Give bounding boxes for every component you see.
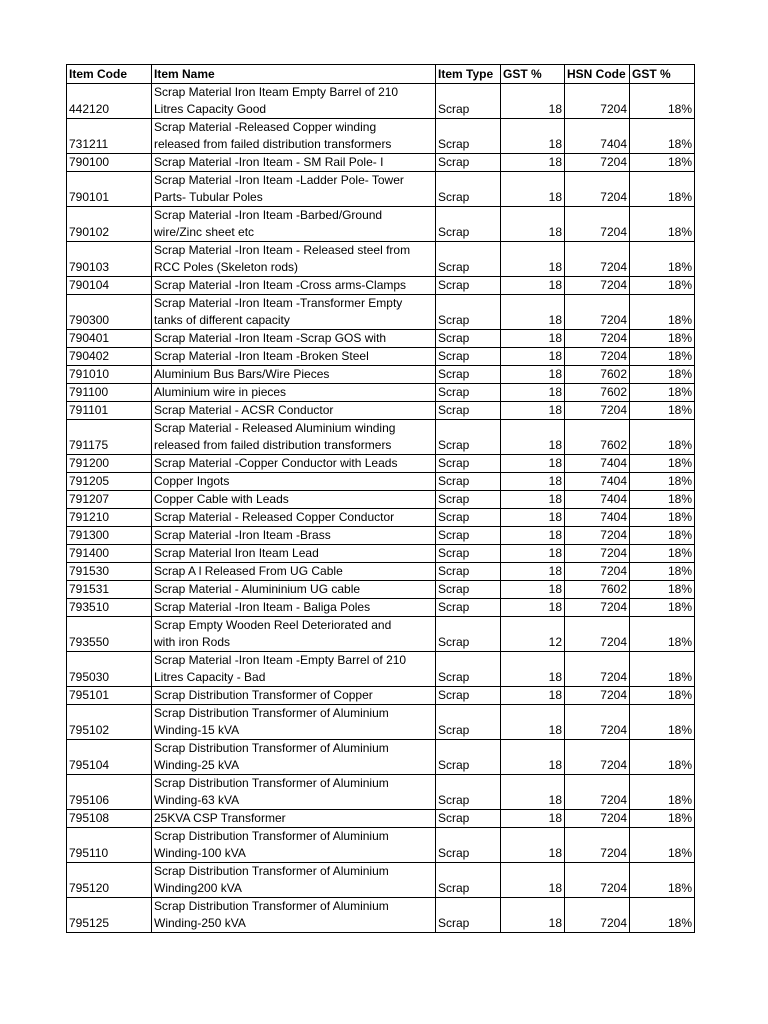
gst-percent-cell: 18%	[630, 330, 695, 348]
item-type-cell: Scrap	[436, 527, 501, 545]
item-name-line: Aluminium wire in pieces	[154, 385, 287, 399]
gst-percent-cell: 18%	[630, 617, 695, 652]
item-type-cell: Scrap	[436, 775, 501, 810]
item-name-cell	[152, 384, 436, 402]
item-type-cell: Scrap	[436, 277, 501, 295]
hsn-code-cell: 7204	[565, 563, 630, 581]
item-type-cell: Scrap	[436, 863, 501, 898]
item-name-cell	[152, 473, 436, 491]
gst-rate-cell: 18	[501, 119, 565, 154]
table-row	[67, 545, 695, 563]
hsn-code-cell: 7404	[565, 509, 630, 527]
gst-percent-cell: 18%	[630, 242, 695, 277]
gst-percent-cell: 18%	[630, 473, 695, 491]
gst-percent-cell: 18%	[630, 687, 695, 705]
gst-percent-cell: 18%	[630, 828, 695, 863]
item-name-cell	[152, 348, 436, 366]
item-name-line: Scrap Material -Iron Iteam - Released steel from	[154, 243, 411, 257]
item-type-cell: Scrap	[436, 172, 501, 207]
table-row	[67, 420, 695, 455]
gst-percent-cell: 18%	[630, 84, 695, 119]
table-row	[67, 455, 695, 473]
gst-percent-cell: 18%	[630, 348, 695, 366]
item-name-line: Winding-25 kVA	[154, 758, 240, 772]
gst-rate-cell: 18	[501, 491, 565, 509]
item-code-cell: 790300	[67, 295, 152, 330]
hsn-code-cell: 7204	[565, 172, 630, 207]
item-name-line: Scrap Material Iron Iteam Empty Barrel of 210	[154, 85, 399, 99]
gst-percent-cell: 18%	[630, 563, 695, 581]
item-type-cell: Scrap	[436, 119, 501, 154]
item-type-cell: Scrap	[436, 599, 501, 617]
table-row	[67, 384, 695, 402]
gst-rate-cell: 12	[501, 617, 565, 652]
item-name-line: Litres Capacity - Bad	[154, 670, 266, 684]
item-type-cell: Scrap	[436, 295, 501, 330]
table-row	[67, 366, 695, 384]
table-row	[67, 509, 695, 527]
header-gst-percent: GST %	[501, 65, 565, 84]
hsn-code-cell: 7404	[565, 491, 630, 509]
item-name-cell	[152, 154, 436, 172]
item-name-line: Scrap Distribution Transformer of Aluminium	[154, 706, 389, 720]
gst-percent-cell: 18%	[630, 119, 695, 154]
item-type-cell: Scrap	[436, 384, 501, 402]
hsn-code-cell: 7404	[565, 473, 630, 491]
item-code-cell: 790102	[67, 207, 152, 242]
hsn-code-cell: 7204	[565, 898, 630, 933]
item-code-cell: 793550	[67, 617, 152, 652]
item-name-line: Scrap Material -Iron Iteam - SM Rail Pole- I	[154, 155, 384, 169]
item-name-cell	[152, 420, 436, 455]
item-name-cell	[152, 740, 436, 775]
table-row	[67, 652, 695, 687]
item-name-line: Winding200 kVA	[154, 881, 242, 895]
item-type-cell: Scrap	[436, 687, 501, 705]
gst-rate-cell: 18	[501, 84, 565, 119]
item-name-line: Scrap Distribution Transformer of Aluminium	[154, 829, 389, 843]
item-code-cell: 795102	[67, 705, 152, 740]
gst-rate-cell: 18	[501, 652, 565, 687]
item-type-cell: Scrap	[436, 491, 501, 509]
hsn-code-cell: 7204	[565, 863, 630, 898]
item-type-cell: Scrap	[436, 348, 501, 366]
gst-rate-cell: 18	[501, 455, 565, 473]
gst-rate-cell: 18	[501, 366, 565, 384]
item-name-cell	[152, 330, 436, 348]
gst-percent-cell: 18%	[630, 277, 695, 295]
hsn-code-cell: 7204	[565, 652, 630, 687]
item-code-cell: 790101	[67, 172, 152, 207]
gst-percent-cell: 18%	[630, 295, 695, 330]
hsn-code-cell: 7204	[565, 348, 630, 366]
scrap-items-table	[66, 64, 695, 933]
hsn-code-cell: 7602	[565, 384, 630, 402]
item-type-cell: Scrap	[436, 330, 501, 348]
gst-percent-cell: 18%	[630, 420, 695, 455]
gst-percent-cell: 18%	[630, 581, 695, 599]
item-code-cell: 791300	[67, 527, 152, 545]
item-name-cell	[152, 402, 436, 420]
item-code-cell: 793510	[67, 599, 152, 617]
gst-percent-cell: 18%	[630, 384, 695, 402]
item-name-cell	[152, 617, 436, 652]
table-row	[67, 84, 695, 119]
item-type-cell: Scrap	[436, 563, 501, 581]
item-name-line: Scrap Distribution Transformer of Aluminium	[154, 776, 389, 790]
item-code-cell: 791175	[67, 420, 152, 455]
item-type-cell: Scrap	[436, 473, 501, 491]
item-type-cell: Scrap	[436, 617, 501, 652]
table-row	[67, 527, 695, 545]
hsn-code-cell: 7204	[565, 775, 630, 810]
gst-percent-cell: 18%	[630, 207, 695, 242]
table-row	[67, 207, 695, 242]
item-name-line: Scrap Empty Wooden Reel Deteriorated and	[154, 618, 392, 632]
gst-rate-cell: 18	[501, 740, 565, 775]
gst-percent-cell: 18%	[630, 775, 695, 810]
item-name-line: Copper Ingots	[154, 474, 230, 488]
item-code-cell: 790401	[67, 330, 152, 348]
hsn-code-cell: 7204	[565, 402, 630, 420]
gst-percent-cell: 18%	[630, 545, 695, 563]
item-type-cell: Scrap	[436, 154, 501, 172]
item-type-cell: Scrap	[436, 652, 501, 687]
gst-rate-cell: 18	[501, 348, 565, 366]
item-name-line: Copper Cable with Leads	[154, 492, 289, 506]
hsn-code-cell: 7204	[565, 330, 630, 348]
item-type-cell: Scrap	[436, 402, 501, 420]
hsn-code-cell: 7204	[565, 545, 630, 563]
item-code-cell: 791205	[67, 473, 152, 491]
item-name-cell	[152, 84, 436, 119]
item-type-cell: Scrap	[436, 420, 501, 455]
item-name-line: Winding-250 kVA	[154, 916, 246, 930]
gst-percent-cell: 18%	[630, 740, 695, 775]
table-row	[67, 581, 695, 599]
item-code-cell: 791400	[67, 545, 152, 563]
table-header	[67, 65, 695, 84]
header-item-name: Item Name	[152, 65, 436, 84]
gst-rate-cell: 18	[501, 277, 565, 295]
item-code-cell: 795030	[67, 652, 152, 687]
gst-percent-cell: 18%	[630, 863, 695, 898]
item-code-cell: 795110	[67, 828, 152, 863]
item-name-line: Winding-100 kVA	[154, 846, 246, 860]
item-type-cell: Scrap	[436, 810, 501, 828]
item-name-cell	[152, 295, 436, 330]
table-row	[67, 599, 695, 617]
gst-rate-cell: 18	[501, 687, 565, 705]
table-row	[67, 242, 695, 277]
item-name-cell	[152, 242, 436, 277]
gst-percent-cell: 18%	[630, 402, 695, 420]
item-name-line: Scrap Distribution Transformer of Aluminium	[154, 899, 389, 913]
gst-percent-cell: 18%	[630, 898, 695, 933]
item-type-cell: Scrap	[436, 705, 501, 740]
item-code-cell: 791010	[67, 366, 152, 384]
item-name-line: with iron Rods	[154, 635, 231, 649]
item-name-cell	[152, 810, 436, 828]
table-row	[67, 617, 695, 652]
gst-rate-cell: 18	[501, 420, 565, 455]
hsn-code-cell: 7204	[565, 527, 630, 545]
item-name-line: Aluminium Bus Bars/Wire Pieces	[154, 367, 330, 381]
hsn-code-cell: 7204	[565, 84, 630, 119]
item-name-line: released from failed distribution transformers	[154, 438, 392, 452]
item-name-cell	[152, 599, 436, 617]
table-row	[67, 775, 695, 810]
gst-percent-cell: 18%	[630, 509, 695, 527]
item-name-line: Scrap Material -Iron Iteam -Brass	[154, 528, 331, 542]
table-row	[67, 348, 695, 366]
table-row	[67, 172, 695, 207]
item-name-cell	[152, 687, 436, 705]
item-name-cell	[152, 563, 436, 581]
gst-rate-cell: 18	[501, 775, 565, 810]
item-code-cell: 795104	[67, 740, 152, 775]
item-name-line: Scrap Material -Iron Iteam -Transformer Empty	[154, 296, 403, 310]
item-code-cell: 790402	[67, 348, 152, 366]
table-row	[67, 898, 695, 933]
hsn-code-cell: 7404	[565, 119, 630, 154]
table-row	[67, 810, 695, 828]
item-name-line: Winding-63 kVA	[154, 793, 240, 807]
item-name-line: RCC Poles (Skeleton rods)	[154, 260, 299, 274]
item-code-cell: 791200	[67, 455, 152, 473]
item-name-line: released from failed distribution transformers	[154, 137, 392, 151]
table-row	[67, 828, 695, 863]
gst-rate-cell: 18	[501, 330, 565, 348]
item-code-cell: 795101	[67, 687, 152, 705]
item-type-cell: Scrap	[436, 898, 501, 933]
item-code-cell: 791530	[67, 563, 152, 581]
item-code-cell: 791101	[67, 402, 152, 420]
table-row	[67, 473, 695, 491]
item-code-cell: 790104	[67, 277, 152, 295]
item-type-cell: Scrap	[436, 455, 501, 473]
table-row	[67, 277, 695, 295]
item-name-cell	[152, 652, 436, 687]
item-name-line: Scrap A l Released From UG Cable	[154, 564, 343, 578]
item-code-cell: 791210	[67, 509, 152, 527]
table-row	[67, 740, 695, 775]
item-name-line: Winding-15 kVA	[154, 723, 240, 737]
item-name-line: Scrap Material -Iron Iteam -Scrap GOS with	[154, 331, 387, 345]
item-name-line: Scrap Material -Iron Iteam -Barbed/Ground	[154, 208, 383, 222]
item-code-cell: 791207	[67, 491, 152, 509]
item-name-cell	[152, 705, 436, 740]
item-name-line: Scrap Material - ACSR Conductor	[154, 403, 334, 417]
hsn-code-cell: 7204	[565, 277, 630, 295]
table-row	[67, 491, 695, 509]
gst-rate-cell: 18	[501, 545, 565, 563]
item-name-line: Scrap Material -Iron Iteam -Cross arms-Clamps	[154, 278, 407, 292]
item-name-line: Parts- Tubular Poles	[154, 190, 263, 204]
item-name-cell	[152, 509, 436, 527]
item-code-cell: 795106	[67, 775, 152, 810]
gst-rate-cell: 18	[501, 473, 565, 491]
gst-rate-cell: 18	[501, 563, 565, 581]
gst-percent-cell: 18%	[630, 154, 695, 172]
hsn-code-cell: 7404	[565, 455, 630, 473]
item-type-cell: Scrap	[436, 740, 501, 775]
gst-percent-cell: 18%	[630, 366, 695, 384]
item-name-cell	[152, 455, 436, 473]
item-name-line: Scrap Material -Iron Iteam -Broken Steel	[154, 349, 369, 363]
item-name-line: Scrap Material -Copper Conductor with Leads	[154, 456, 398, 470]
item-name-line: wire/Zinc sheet etc	[154, 225, 255, 239]
item-name-line: Litres Capacity Good	[154, 102, 267, 116]
header-hsn-code: HSN Code	[565, 65, 630, 84]
item-name-line: Scrap Material -Iron Iteam -Ladder Pole- Tower	[154, 173, 404, 187]
item-name-line: Scrap Material -Iron Iteam -Empty Barrel of 210	[154, 653, 407, 667]
table-row	[67, 705, 695, 740]
table-body	[67, 84, 695, 933]
item-type-cell: Scrap	[436, 207, 501, 242]
gst-rate-cell: 18	[501, 599, 565, 617]
item-name-cell	[152, 366, 436, 384]
table-row	[67, 154, 695, 172]
hsn-code-cell: 7204	[565, 617, 630, 652]
item-name-cell	[152, 527, 436, 545]
table-row	[67, 330, 695, 348]
item-name-cell	[152, 277, 436, 295]
hsn-code-cell: 7602	[565, 581, 630, 599]
item-code-cell: 795125	[67, 898, 152, 933]
gst-rate-cell: 18	[501, 509, 565, 527]
item-type-cell: Scrap	[436, 366, 501, 384]
item-name-line: Scrap Material Iron Iteam Lead	[154, 546, 319, 560]
item-name-line: Scrap Distribution Transformer of Aluminium	[154, 741, 389, 755]
gst-rate-cell: 18	[501, 207, 565, 242]
gst-rate-cell: 18	[501, 705, 565, 740]
hsn-code-cell: 7602	[565, 366, 630, 384]
item-code-cell: 731211	[67, 119, 152, 154]
item-code-cell: 791531	[67, 581, 152, 599]
header-gst-percent-2: GST %	[630, 65, 695, 84]
gst-percent-cell: 18%	[630, 652, 695, 687]
hsn-code-cell: 7204	[565, 687, 630, 705]
item-name-cell	[152, 863, 436, 898]
header-item-type: Item Type	[436, 65, 501, 84]
gst-rate-cell: 18	[501, 581, 565, 599]
hsn-code-cell: 7204	[565, 242, 630, 277]
item-code-cell: 795108	[67, 810, 152, 828]
hsn-code-cell: 7204	[565, 295, 630, 330]
table-row	[67, 863, 695, 898]
gst-rate-cell: 18	[501, 295, 565, 330]
item-code-cell: 795120	[67, 863, 152, 898]
item-name-cell	[152, 581, 436, 599]
item-code-cell: 790100	[67, 154, 152, 172]
gst-percent-cell: 18%	[630, 527, 695, 545]
item-name-cell	[152, 898, 436, 933]
item-name-line: 25KVA CSP Transformer	[154, 811, 286, 825]
item-type-cell: Scrap	[436, 581, 501, 599]
item-name-line: Scrap Material -Released Copper winding	[154, 120, 377, 134]
gst-rate-cell: 18	[501, 863, 565, 898]
gst-percent-cell: 18%	[630, 172, 695, 207]
gst-rate-cell: 18	[501, 384, 565, 402]
table-row	[67, 563, 695, 581]
gst-rate-cell: 18	[501, 242, 565, 277]
item-name-cell	[152, 119, 436, 154]
item-name-line: Scrap Material - Alumininium UG cable	[154, 582, 361, 596]
gst-rate-cell: 18	[501, 898, 565, 933]
item-name-cell	[152, 491, 436, 509]
gst-rate-cell: 18	[501, 402, 565, 420]
gst-percent-cell: 18%	[630, 599, 695, 617]
hsn-code-cell: 7204	[565, 207, 630, 242]
hsn-code-cell: 7204	[565, 828, 630, 863]
hsn-code-cell: 7204	[565, 810, 630, 828]
gst-rate-cell: 18	[501, 828, 565, 863]
gst-percent-cell: 18%	[630, 455, 695, 473]
item-name-line: Scrap Material -Iron Iteam - Baliga Poles	[154, 600, 371, 614]
gst-rate-cell: 18	[501, 154, 565, 172]
hsn-code-cell: 7204	[565, 740, 630, 775]
hsn-code-cell: 7602	[565, 420, 630, 455]
header-row	[67, 65, 695, 84]
gst-percent-cell: 18%	[630, 491, 695, 509]
hsn-code-cell: 7204	[565, 599, 630, 617]
item-name-cell	[152, 775, 436, 810]
hsn-code-cell: 7204	[565, 705, 630, 740]
scrap-items-sheet	[66, 64, 695, 933]
item-name-cell	[152, 207, 436, 242]
header-item-code: Item Code	[67, 65, 152, 84]
gst-rate-cell: 18	[501, 810, 565, 828]
table-row	[67, 687, 695, 705]
item-type-cell: Scrap	[436, 242, 501, 277]
table-row	[67, 402, 695, 420]
table-row	[67, 119, 695, 154]
item-name-line: Scrap Material - Released Aluminium winding	[154, 421, 396, 435]
gst-percent-cell: 18%	[630, 810, 695, 828]
item-name-line: Scrap Distribution Transformer of Aluminium	[154, 864, 389, 878]
item-type-cell: Scrap	[436, 828, 501, 863]
item-code-cell: 790103	[67, 242, 152, 277]
item-name-cell	[152, 545, 436, 563]
item-name-line: Scrap Distribution Transformer of Copper	[154, 688, 373, 702]
item-code-cell: 442120	[67, 84, 152, 119]
gst-percent-cell: 18%	[630, 705, 695, 740]
table-row	[67, 295, 695, 330]
item-name-cell	[152, 172, 436, 207]
item-type-cell: Scrap	[436, 545, 501, 563]
gst-rate-cell: 18	[501, 527, 565, 545]
item-type-cell: Scrap	[436, 509, 501, 527]
item-type-cell: Scrap	[436, 84, 501, 119]
item-code-cell: 791100	[67, 384, 152, 402]
item-name-line: Scrap Material - Released Copper Conductor	[154, 510, 395, 524]
item-name-line: tanks of different capacity	[154, 313, 290, 327]
item-name-cell	[152, 828, 436, 863]
hsn-code-cell: 7204	[565, 154, 630, 172]
gst-rate-cell: 18	[501, 172, 565, 207]
